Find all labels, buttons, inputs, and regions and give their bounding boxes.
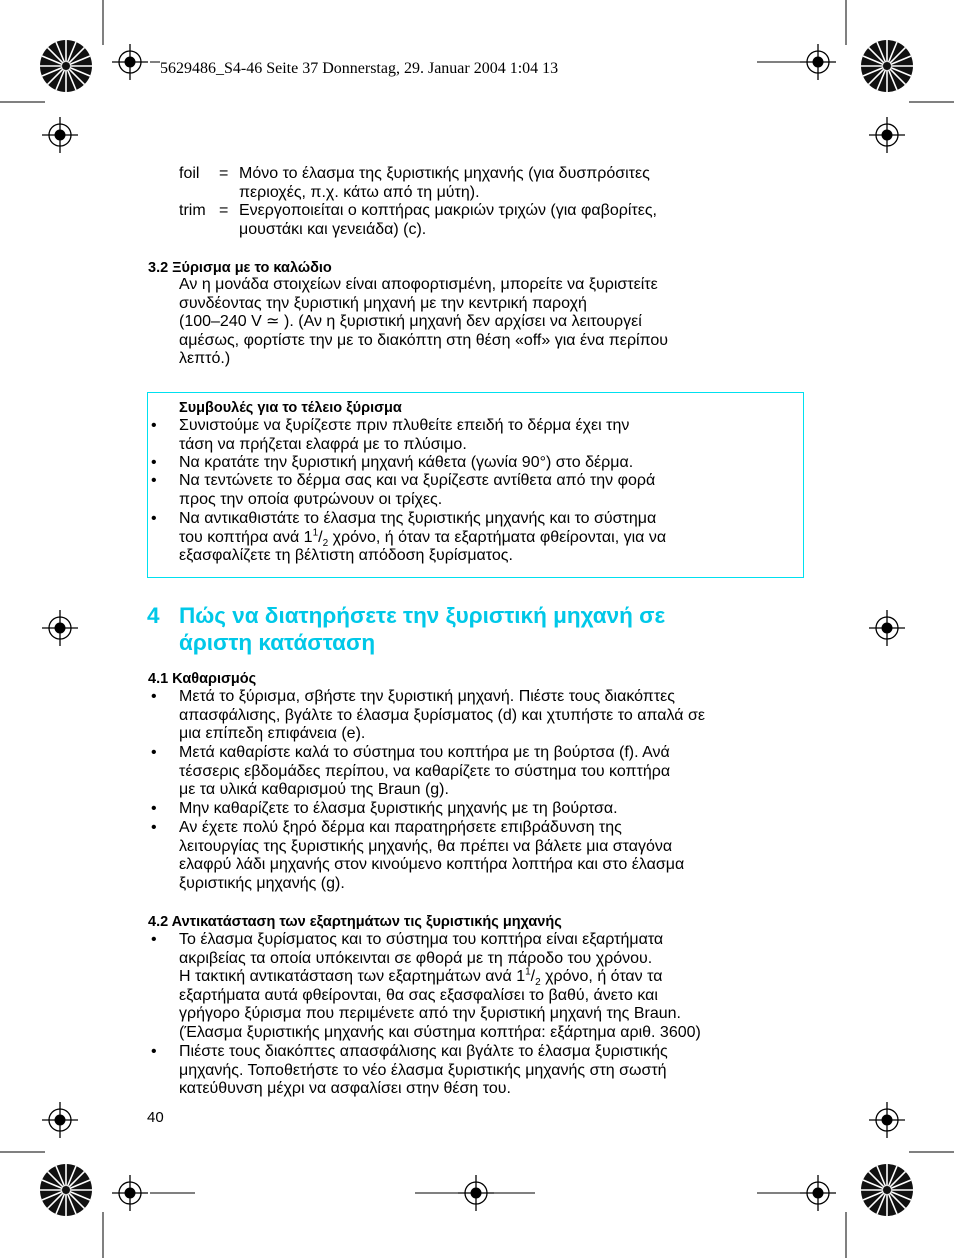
replacement-item	[179, 1043, 803, 1099]
text-line: λεπτό.)	[179, 350, 231, 368]
text-line: με τα υλικά καθαρισμού της Braun (g).	[179, 781, 449, 799]
page-number: 40	[147, 1109, 164, 1126]
text-line: Αν η μονάδα στοιχείων είναι αποφορτισμένη, μπορείτε να ξυριστείτε	[179, 276, 658, 293]
text-line: απασφάλισης, βγάλτε το έλασμα ξυρίσματος (d) και χτυπήστε το απαλά σε	[179, 706, 705, 724]
chapter-number: 4	[147, 603, 160, 628]
cleaning-item	[179, 800, 803, 819]
text-line: (Έλασμα ξυριστικής μηχανής και σύστημα κοπτήρα: εξάρτημα αριθ. 3600)	[179, 1023, 701, 1041]
tip-item	[179, 417, 803, 454]
text-fragment: χρόνο, ή όταν τα εξαρτήματα φθείρονται, για να	[328, 528, 667, 546]
tip-item	[179, 454, 803, 473]
text-line: Να τεντώνετε το δέρμα σας και να ξυρίζεστε αντίθετα από την φορά	[179, 472, 656, 489]
registration-mark-icon	[869, 117, 905, 153]
registration-mark-icon	[112, 1175, 148, 1211]
text-line: εξασφαλίζετε τη βέλτιστη απόδοση ξυρίσματος.	[179, 547, 513, 565]
text-line: προς την οποία φυτρώνουν οι τρίχες.	[179, 490, 443, 508]
fraction-denominator: 2	[535, 977, 541, 989]
text-line: κατεύθυνση μέχρι να ασφαλίσει στην θέση του.	[179, 1080, 511, 1098]
chapter-title-line: Πώς να διατηρήσετε την ξυριστική μηχανή σε	[179, 603, 666, 628]
text-line: συνδέοντας την ξυριστική μηχανή με την κεντρική παροχή	[179, 294, 587, 312]
bullet: •	[151, 688, 157, 705]
definition-equals: =	[219, 202, 229, 219]
cleaning-item	[179, 688, 803, 744]
cleaning-item	[179, 744, 803, 800]
text-line: τάση να πρήζεται ελαφρά με το πλύσιμο.	[179, 435, 467, 453]
bullet: •	[151, 1043, 157, 1060]
tip-item	[179, 510, 803, 566]
tip-item	[179, 472, 803, 509]
text-line: γρήγορο ξύρισμα που περιμένετε από την ξυριστική μηχανή της Braun.	[179, 1005, 681, 1023]
fraction-numerator: 1	[525, 966, 531, 978]
definition-text	[239, 165, 799, 202]
text-line: Πιέστε τους διακόπτες απασφάλισης και βγάλτε το έλασμα ξυριστικής	[179, 1043, 668, 1060]
text-line: εξαρτήματα αυτά φθείρονται, θα σας εξασφαλίσει το βαθύ, άνετο και	[179, 986, 658, 1004]
registration-mark-icon	[42, 1102, 78, 1138]
section-heading-4-1: 4.1 Καθαρισμός	[148, 671, 257, 687]
bullet: •	[151, 800, 157, 817]
text-line: Να κρατάτε την ξυριστική μηχανή κάθετα (γωνία 90°) στο δέρμα.	[179, 454, 634, 471]
fraction-denominator: 2	[322, 537, 329, 549]
text-line: μια επίπεδη επιφάνεια (e).	[179, 725, 366, 743]
text-fragment: Η τακτική αντικατάσταση των εξαρτημάτων ανά 1	[179, 968, 526, 986]
star-mark-icon	[861, 1164, 913, 1216]
registration-mark-icon	[800, 1175, 836, 1211]
bullet: •	[151, 819, 157, 836]
print-header: 5629486_S4-46 Seite 37 Donnerstag, 29. Januar 2004 1:04 13	[160, 60, 559, 77]
section-heading-4-2: 4.2 Αντικατάσταση των εξαρτημάτων τις ξυριστικής μηχανής	[148, 914, 562, 930]
registration-mark-icon	[42, 610, 78, 646]
registration-mark-icon	[42, 117, 78, 153]
text-line: λειτουργίας της ξυριστικής μηχανής, θα πρέπει να βάλετε μια σταγόνα	[179, 837, 673, 855]
text-line: Η τακτική αντικατάσταση των εξαρτημάτων ανά $1^1/_2$ χρόνο, ή όταν τα	[179, 966, 663, 989]
star-mark-icon	[40, 40, 92, 92]
cleaning-item	[179, 819, 803, 893]
text-line: τέσσερις εβδομάδες περίπου, να καθαρίζετε το σύστημα του κοπτήρα	[179, 762, 671, 780]
text-line: του κοπτήρα ανά $1^1/_2$ χρόνο, ή όταν τα εξαρτήματα φθείρονται, για να	[179, 527, 667, 549]
text-line: ακριβείας τα οποία υπόκεινται σε φθορά με τη πάροδο του χρόνου.	[179, 949, 653, 967]
bullet: •	[151, 454, 157, 471]
text-line: Μόνο το έλασμα της ξυριστικής μηχανής (για δυσπρόσιτες	[239, 165, 650, 182]
registration-mark-icon	[800, 44, 836, 80]
text-fragment: του κοπτήρα ανά 1	[179, 528, 313, 546]
bullet: •	[151, 472, 157, 489]
chapter-title-line: άριστη κατάσταση	[179, 630, 376, 655]
text-line: Να αντικαθιστάτε το έλασμα της ξυριστικής μηχανής και το σύστημα	[179, 510, 657, 527]
tips-heading: Συμβουλές για το τέλειο ξύρισμα	[179, 400, 402, 416]
text-line: Μετά καθαρίστε καλά το σύστημα του κοπτήρα με τη βούρτσα (f). Ανά	[179, 744, 670, 761]
text-line: Ενεργοποιείται ο κοπτήρας μακριών τριχών (για φαβορίτες,	[239, 202, 657, 219]
section-3-2-text	[179, 276, 799, 369]
registration-mark-icon	[869, 610, 905, 646]
text-line: ελαφρύ λάδι μηχανής στον κινούμενο κοπτήρα λοπτήρα και στο έλασμα	[179, 856, 685, 874]
text-line: περιοχές, π.χ. κάτω από τη μύτη).	[239, 183, 480, 201]
text-line: ξυριστικής μηχανής (g).	[179, 874, 345, 892]
bullet: •	[151, 744, 157, 761]
bullet: •	[151, 931, 157, 948]
definition-term: trim	[179, 202, 206, 219]
text-line: Μετά το ξύρισμα, σβήστε την ξυριστική μηχανή. Πιέστε τους διακόπτες	[179, 688, 675, 705]
text-line: αμέσως, φορτίστε την με το διακόπτη στη θέση «off» για ένα περίπου	[179, 331, 669, 349]
registration-mark-icon	[112, 44, 148, 80]
bullet: •	[151, 510, 157, 527]
text-line: Συνιστούμε να ξυρίζεστε πριν πλυθείτε επειδή το δέρμα έχει την	[179, 417, 630, 434]
text-line: Μην καθαρίζετε το έλασμα ξυριστικής μηχανής με τη βούρτσα.	[179, 800, 618, 817]
registration-mark-icon	[869, 1102, 905, 1138]
section-heading-3-2: 3.2 Ξύρισμα με το καλώδιο	[148, 260, 332, 276]
definition-text	[239, 202, 799, 239]
replacement-item	[179, 931, 803, 1043]
text-fragment: χρόνο, ή όταν τα	[540, 968, 663, 986]
text-line: (100–240 V ≃ ). (Αν η ξυριστική μηχανή δεν αρχίσει να λειτουργεί	[179, 313, 642, 331]
text-line: μηχανής. Τοποθετήστε το νέο έλασμα ξυριστικής μηχανής στη σωστή	[179, 1061, 667, 1079]
star-mark-icon	[861, 40, 913, 92]
text-line: Αν έχετε πολύ ξηρό δέρμα και παρατηρήσετε επιβράδυνση της	[179, 819, 622, 836]
text-line: Το έλασμα ξυρίσματος και το σύστημα του κοπτήρα είναι εξαρτήματα	[179, 931, 664, 948]
fraction-numerator: 1	[312, 527, 319, 539]
star-mark-icon	[40, 1164, 92, 1216]
text-line: μουστάκι και γενειάδα) (c).	[239, 220, 427, 238]
definition-term: foil	[179, 165, 200, 182]
definition-equals: =	[219, 165, 229, 182]
bullet: •	[151, 417, 157, 434]
chapter-title	[179, 602, 799, 656]
